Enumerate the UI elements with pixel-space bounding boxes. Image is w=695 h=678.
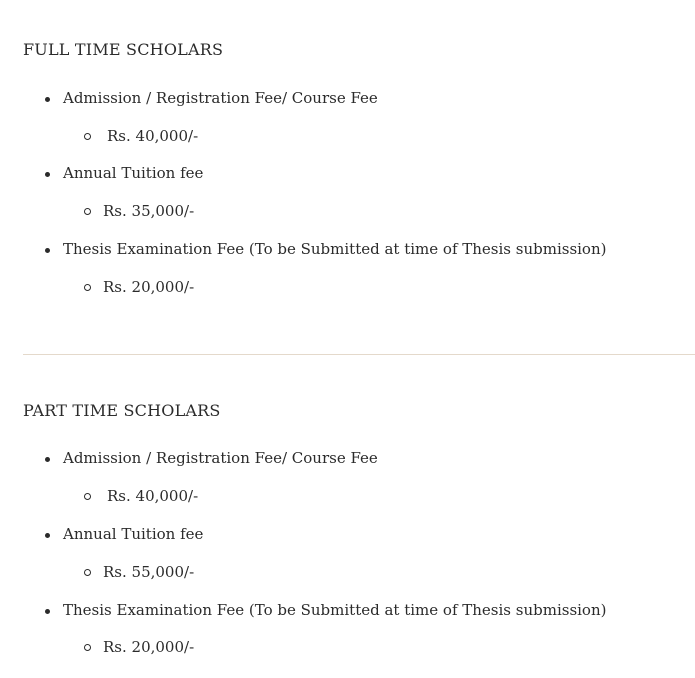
bullet-disc-icon [45, 457, 50, 462]
bullet-disc-icon [45, 609, 50, 614]
bullet-circle-icon [84, 569, 91, 576]
sub-list-item [0, 201, 695, 225]
list-item [0, 88, 695, 112]
bullet-disc-icon [45, 97, 50, 102]
sub-list-item [0, 562, 695, 586]
list-item [0, 524, 695, 548]
fee-amount: Rs. 20,000/- [103, 278, 195, 296]
sub-list-item [0, 277, 695, 301]
list-item [0, 163, 695, 187]
section-divider [23, 354, 695, 355]
fee-label: Annual Tuition fee [63, 525, 204, 543]
fee-label: Admission / Registration Fee/ Course Fee [63, 449, 378, 467]
list-item [0, 600, 695, 624]
list-item [0, 448, 695, 472]
bullet-circle-icon [84, 208, 91, 215]
fee-label: Admission / Registration Fee/ Course Fee [63, 89, 378, 107]
sub-list-item [0, 637, 695, 661]
fee-amount: Rs. 20,000/- [103, 638, 195, 656]
bullet-disc-icon [45, 248, 50, 253]
section-title: PART TIME SCHOLARS [23, 401, 221, 420]
fee-label: Thesis Examination Fee (To be Submitted at time of Thesis submission) [63, 601, 607, 619]
sub-list-item [0, 126, 695, 150]
fee-label: Annual Tuition fee [63, 164, 204, 182]
bullet-disc-icon [45, 533, 50, 538]
section-title: FULL TIME SCHOLARS [23, 40, 224, 59]
fee-amount: Rs. 40,000/- [107, 487, 199, 505]
sub-list-item [0, 486, 695, 510]
bullet-circle-icon [84, 284, 91, 291]
fee-amount: Rs. 55,000/- [103, 563, 195, 581]
bullet-circle-icon [84, 644, 91, 651]
list-item [0, 239, 695, 263]
bullet-circle-icon [84, 493, 91, 500]
bullet-disc-icon [45, 172, 50, 177]
fee-amount: Rs. 40,000/- [107, 127, 199, 145]
fee-label: Thesis Examination Fee (To be Submitted at time of Thesis submission) [63, 240, 607, 258]
fee-amount: Rs. 35,000/- [103, 202, 195, 220]
bullet-circle-icon [84, 133, 91, 140]
